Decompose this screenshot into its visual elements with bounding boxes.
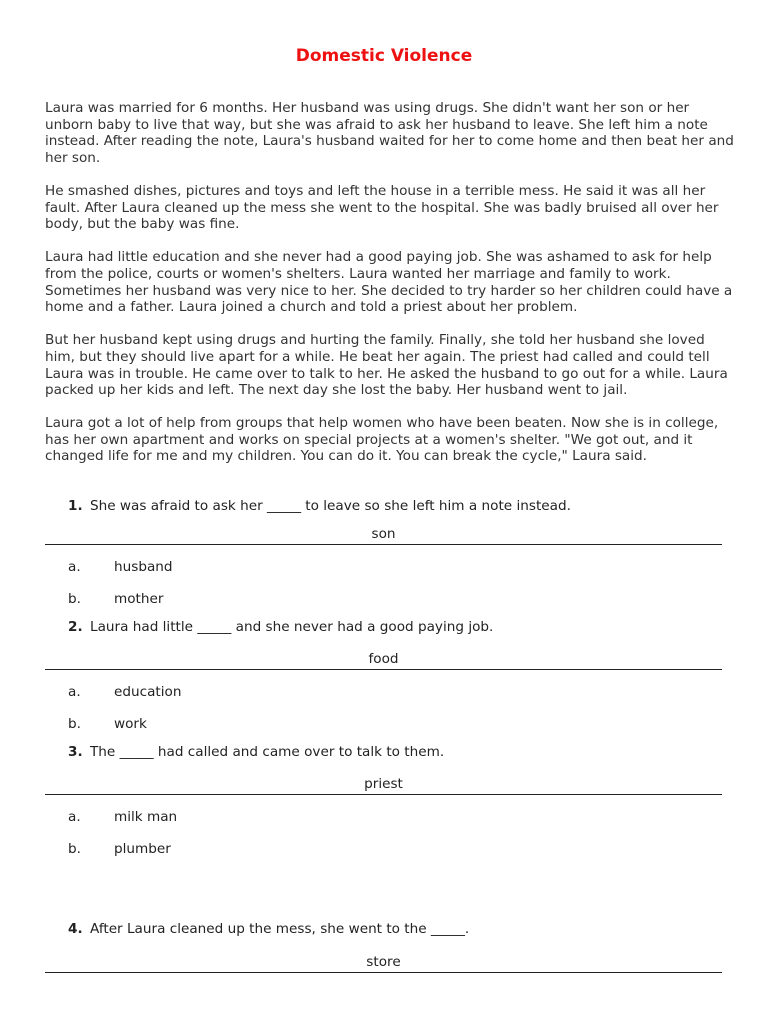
story-paragraph: Laura was married for 6 months. Her husband was using drugs. She didn't want her son or her unborn baby to live that way, but she was afraid to ask her husband to leave. She left him a note instead. After reading the note, Laura's husband waited for her to come home and then beat her and her son. — [45, 100, 734, 166]
option-letter: b. — [68, 591, 81, 607]
story-paragraph: Laura got a lot of help from groups that help women who have been beaten. Now she is in college, has her own apartment and works on special projects at a women's shelter. "We got out, and it changed life for me and my children. You can do it. You can break the cycle," Laura said. — [45, 415, 719, 465]
story-text — [45, 100, 735, 482]
answer-line[interactable]: food — [45, 649, 722, 670]
question-number: 1. — [68, 498, 83, 514]
option-text: milk man — [114, 809, 178, 825]
question-text: Laura had little _____ and she never had a good paying job. — [90, 619, 494, 635]
option-a[interactable] — [68, 809, 177, 825]
question-prompt — [68, 921, 469, 937]
option-text: husband — [114, 559, 173, 575]
option-text: mother — [114, 591, 164, 607]
question-text: She was afraid to ask her _____ to leave so she left him a note instead. — [90, 498, 571, 514]
story-paragraph: Laura had little education and she never had a good paying job. She was ashamed to ask for help from the police, courts or women's shelters. Laura wanted her marriage and family to work. Sometimes her husband was very nice to her. She decided to try harder so her children could have a home and a father. Laura joined a church and told a priest about her problem. — [45, 249, 733, 316]
option-letter: a. — [68, 684, 81, 700]
option-a[interactable] — [68, 559, 173, 575]
answer-line[interactable]: store — [45, 952, 722, 973]
question-number: 4. — [68, 921, 83, 937]
question-text: The _____ had called and came over to talk to them. — [90, 744, 445, 760]
page-title: Domestic Violence — [295, 46, 473, 66]
question-number: 3. — [68, 744, 83, 760]
question-prompt — [68, 619, 493, 635]
option-b[interactable] — [68, 841, 171, 857]
story-paragraph: He smashed dishes, pictures and toys and left the house in a terrible mess. He said it was all her fault. After Laura cleaned up the mess she went to the hospital. She was badly bruised all over her body, but the baby was fine. — [45, 182, 719, 233]
option-text: plumber — [114, 841, 171, 857]
option-letter: a. — [68, 559, 81, 575]
option-letter: b. — [68, 716, 81, 732]
answer-line[interactable]: priest — [45, 774, 722, 795]
answer-line[interactable]: son — [45, 524, 722, 545]
option-letter: a. — [68, 809, 81, 825]
option-a[interactable] — [68, 684, 181, 700]
option-text: work — [114, 716, 147, 732]
question-prompt — [68, 498, 571, 514]
story-paragraph: But her husband kept using drugs and hurting the family. Finally, she told her husband she loved him, but they should live apart for a while. He beat her again. The priest had called and could tell Laura was in trouble. He came over to talk to her. He asked the husband to go out for a while. Laura packed up her kids and left. The next day she lost the baby. Her husband went to jail. — [45, 332, 728, 399]
option-b[interactable] — [68, 716, 147, 732]
question-number: 2. — [68, 619, 83, 635]
option-text: education — [114, 684, 182, 700]
question-text: After Laura cleaned up the mess, she went to the _____. — [90, 921, 470, 937]
question-prompt — [68, 744, 444, 760]
option-b[interactable] — [68, 591, 163, 607]
option-letter: b. — [68, 841, 81, 857]
